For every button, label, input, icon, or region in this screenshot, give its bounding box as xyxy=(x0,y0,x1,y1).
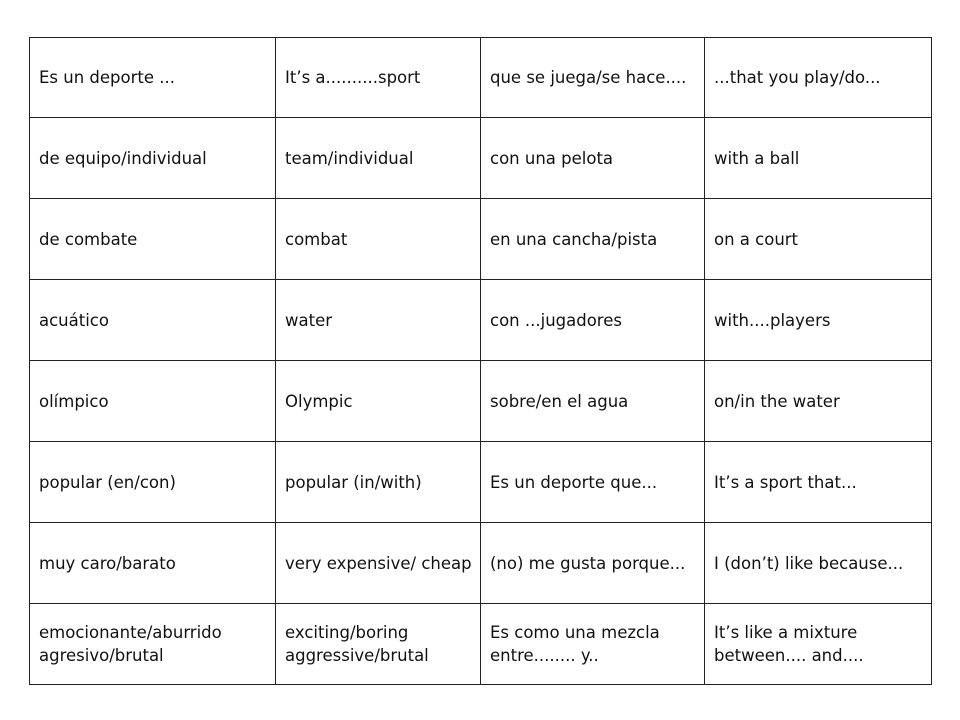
table-row xyxy=(30,199,932,280)
table-cell: water xyxy=(276,280,481,361)
table-cell: It’s a sport that... xyxy=(705,442,932,523)
table-cell: sobre/en el agua xyxy=(481,361,705,442)
table-cell: popular (in/with) xyxy=(276,442,481,523)
table-cell: with....players xyxy=(705,280,932,361)
table-cell: de combate xyxy=(30,199,276,280)
table-cell: with a ball xyxy=(705,118,932,199)
table-cell: very expensive/ cheap xyxy=(276,523,481,604)
table-cell: Olympic xyxy=(276,361,481,442)
table-cell: con una pelota xyxy=(481,118,705,199)
table-cell: ...that you play/do... xyxy=(705,38,932,118)
table-cell: de equipo/individual xyxy=(30,118,276,199)
table-cell: que se juega/se hace.... xyxy=(481,38,705,118)
table-row xyxy=(30,118,932,199)
table-cell: con ...jugadores xyxy=(481,280,705,361)
table-cell: exciting/boring aggressive/brutal xyxy=(276,604,481,685)
table-row xyxy=(30,361,932,442)
table-cell: emocionante/aburrido agresivo/brutal xyxy=(30,604,276,685)
table-cell: team/individual xyxy=(276,118,481,199)
table-cell: It’s like a mixture between.... and.... xyxy=(705,604,932,685)
table-cell: Es como una mezcla entre........ y.. xyxy=(481,604,705,685)
table-cell: acuático xyxy=(30,280,276,361)
table-cell: on a court xyxy=(705,199,932,280)
table-cell: It’s a..........sport xyxy=(276,38,481,118)
table-cell: on/in the water xyxy=(705,361,932,442)
table-row xyxy=(30,442,932,523)
table-cell: Es un deporte que... xyxy=(481,442,705,523)
table-row xyxy=(30,604,932,685)
table-row xyxy=(30,523,932,604)
table-cell: popular (en/con) xyxy=(30,442,276,523)
table-cell: olímpico xyxy=(30,361,276,442)
table-cell: (no) me gusta porque... xyxy=(481,523,705,604)
table-cell: combat xyxy=(276,199,481,280)
table-row xyxy=(30,38,932,118)
table-cell: en una cancha/pista xyxy=(481,199,705,280)
table-cell: I (don’t) like because... xyxy=(705,523,932,604)
vocabulary-table xyxy=(29,37,932,685)
table-cell: muy caro/barato xyxy=(30,523,276,604)
table-cell: Es un deporte ... xyxy=(30,38,276,118)
table-row xyxy=(30,280,932,361)
